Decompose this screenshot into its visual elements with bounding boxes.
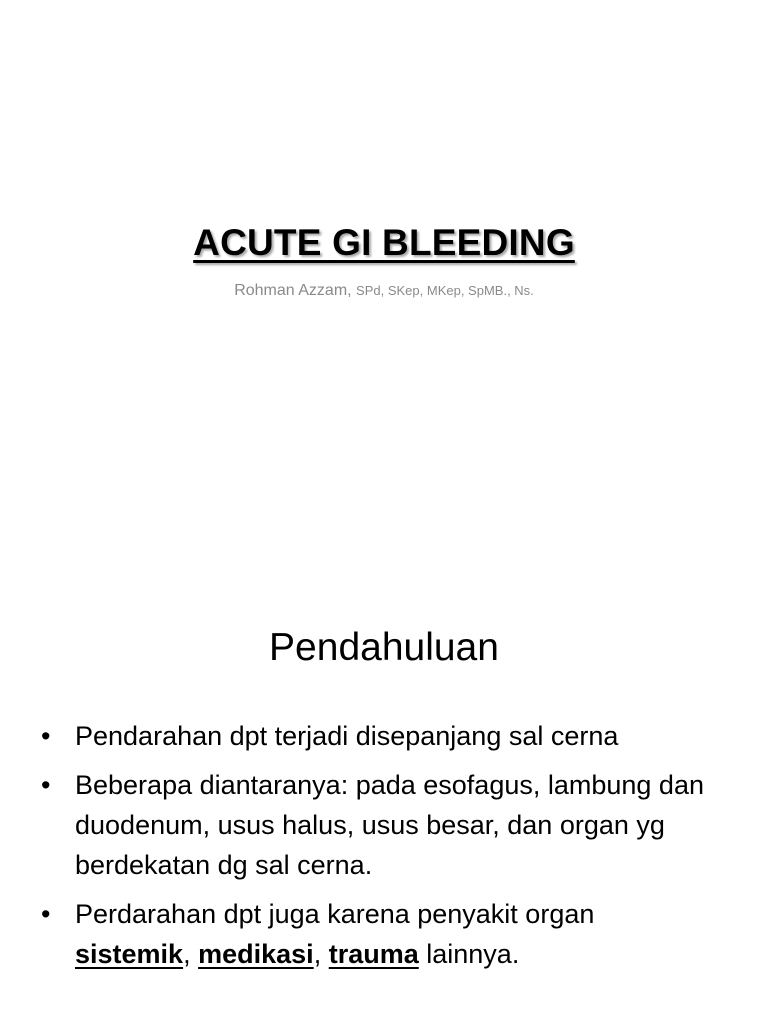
- bullet-tail-text: lainnya.: [426, 939, 520, 969]
- bullet-list: [38, 716, 738, 983]
- bullet-item: [38, 716, 738, 756]
- bullet-text: Perdarahan dpt juga karena penyakit organ: [75, 899, 595, 929]
- author-name: Rohman Azzam,: [234, 282, 352, 299]
- bullet-item: [38, 765, 738, 885]
- bullet-item: [38, 894, 738, 974]
- slide-heading: Pendahuluan: [269, 626, 499, 669]
- keyword-trauma: trauma: [328, 939, 419, 969]
- bullet-text: Beberapa diantaranya: pada esofagus, lambung dan duodenum, usus halus, usus besar, dan organ yg berdekatan dg sal cerna.: [75, 770, 704, 880]
- separator: ,: [313, 939, 322, 969]
- bullet-dot-icon: •: [41, 899, 51, 929]
- separator: ,: [183, 939, 191, 969]
- keyword-medikasi: medikasi: [198, 939, 314, 969]
- content-slide: [0, 560, 768, 1024]
- bullet-dot-icon: •: [41, 770, 51, 800]
- author-line: [0, 278, 768, 304]
- presentation-title: ACUTE GI BLEEDING: [193, 222, 575, 263]
- bullet-dot-icon: •: [41, 721, 51, 751]
- author-credentials: SPd, SKep, MKep, SpMB., Ns.: [356, 283, 534, 298]
- keyword-sistemik: sistemik: [75, 939, 184, 969]
- bullet-text: Pendarahan dpt terjadi disepanjang sal cerna: [75, 721, 619, 751]
